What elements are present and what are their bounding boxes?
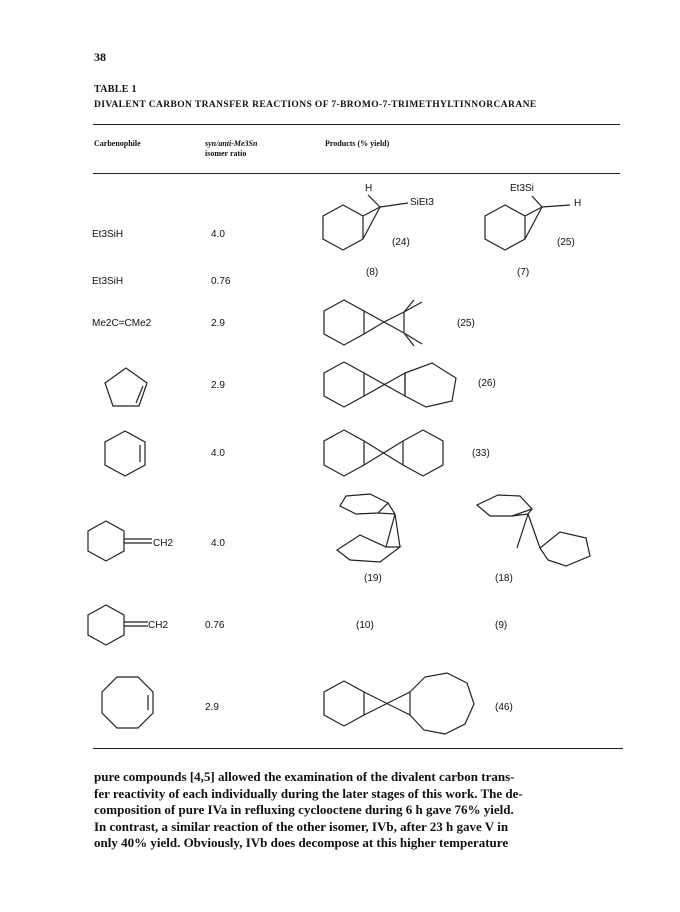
paragraph-line: In contrast, a similar reaction of the other isomer, IVb, after 23 h gave V in bbox=[94, 818, 509, 834]
row3-ratio: 2.9 bbox=[211, 318, 225, 329]
row7-ratio: 0.76 bbox=[205, 620, 225, 631]
structure-methylenecyclohexane-b bbox=[88, 605, 148, 645]
yield-24: (24) bbox=[392, 237, 410, 248]
product-label-et3si: Et3Si bbox=[510, 183, 534, 194]
paragraph-line: fer reactivity of each individually during the later stages of this work. The de- bbox=[94, 785, 523, 801]
row8-ratio: 2.9 bbox=[205, 702, 219, 713]
yield-26: (26) bbox=[478, 378, 496, 389]
structure-tetramethylnorcarane bbox=[324, 300, 422, 346]
yield-25a: (25) bbox=[557, 237, 575, 248]
paragraph-line: pure compounds [4,5] allowed the examination of the divalent carbon trans- bbox=[94, 769, 515, 784]
row1-ratio: 4.0 bbox=[211, 229, 225, 240]
structure-silyl-norcarane-25 bbox=[485, 196, 570, 250]
structure-cyclooctene bbox=[102, 677, 153, 728]
yield-19: (19) bbox=[364, 573, 382, 584]
column-header-products: Products (% yield) bbox=[325, 139, 390, 148]
row4-ratio: 2.9 bbox=[211, 380, 225, 391]
table-label: TABLE 1 bbox=[94, 84, 137, 95]
column-header-carbenophile: Carbenophile bbox=[94, 139, 141, 148]
page-number: 38 bbox=[94, 50, 106, 64]
body-paragraph bbox=[94, 769, 624, 852]
row1-carbenophile: Et3SiH bbox=[92, 229, 124, 240]
column-header-isomer-ratio-line1: syn/anti-Me3Sn bbox=[205, 139, 258, 148]
yield-8: (8) bbox=[366, 267, 379, 278]
row3-carbenophile: Me2C=CMe2 bbox=[92, 318, 152, 329]
structure-silyl-norcarane-24 bbox=[323, 195, 408, 250]
row6-carbenophile: CH2 bbox=[153, 538, 174, 549]
structure-spiro-product-18 bbox=[477, 495, 590, 566]
structure-methylenecyclohexane-a bbox=[88, 521, 152, 561]
structure-spiro-norcarane-cyclopentane bbox=[324, 362, 456, 407]
yield-25b: (25) bbox=[457, 318, 475, 329]
structure-spiro-product-19 bbox=[337, 494, 400, 562]
table-bottom-rule bbox=[93, 748, 623, 749]
paragraph-line: composition of pure IVa in refluxing cyclooctene during 6 h gave 76% yield. bbox=[94, 802, 514, 817]
row5-ratio: 4.0 bbox=[211, 448, 225, 459]
yield-10: (10) bbox=[356, 620, 374, 631]
product-label-h: H bbox=[365, 183, 373, 194]
paragraph-line: only 40% yield. Obviously, IVb does decompose at this higher temperature bbox=[94, 835, 509, 850]
structure-spiro-norcarane-cyclooctane bbox=[324, 673, 474, 734]
yield-33: (33) bbox=[472, 448, 490, 459]
yield-7: (7) bbox=[517, 267, 530, 278]
row6-ratio: 4.0 bbox=[211, 538, 225, 549]
column-header-isomer-ratio-line2: isomer ratio bbox=[205, 149, 247, 158]
product-label-h2: H bbox=[574, 198, 582, 209]
row7-carbenophile: CH2 bbox=[148, 620, 169, 631]
structure-cyclopentene bbox=[105, 368, 147, 406]
structure-bi-norcarane bbox=[324, 430, 443, 476]
product-label-siet3: SiEt3 bbox=[410, 197, 434, 208]
yield-18: (18) bbox=[495, 573, 513, 584]
table-title: DIVALENT CARBON TRANSFER REACTIONS OF 7-BROMO-7-TRIMETHYLTINNORCARANE bbox=[94, 100, 537, 110]
structure-cyclohexene bbox=[105, 431, 145, 476]
row2-carbenophile: Et3SiH bbox=[92, 276, 124, 287]
yield-46: (46) bbox=[495, 702, 513, 713]
yield-9: (9) bbox=[495, 620, 508, 631]
row2-ratio: 0.76 bbox=[211, 276, 231, 287]
